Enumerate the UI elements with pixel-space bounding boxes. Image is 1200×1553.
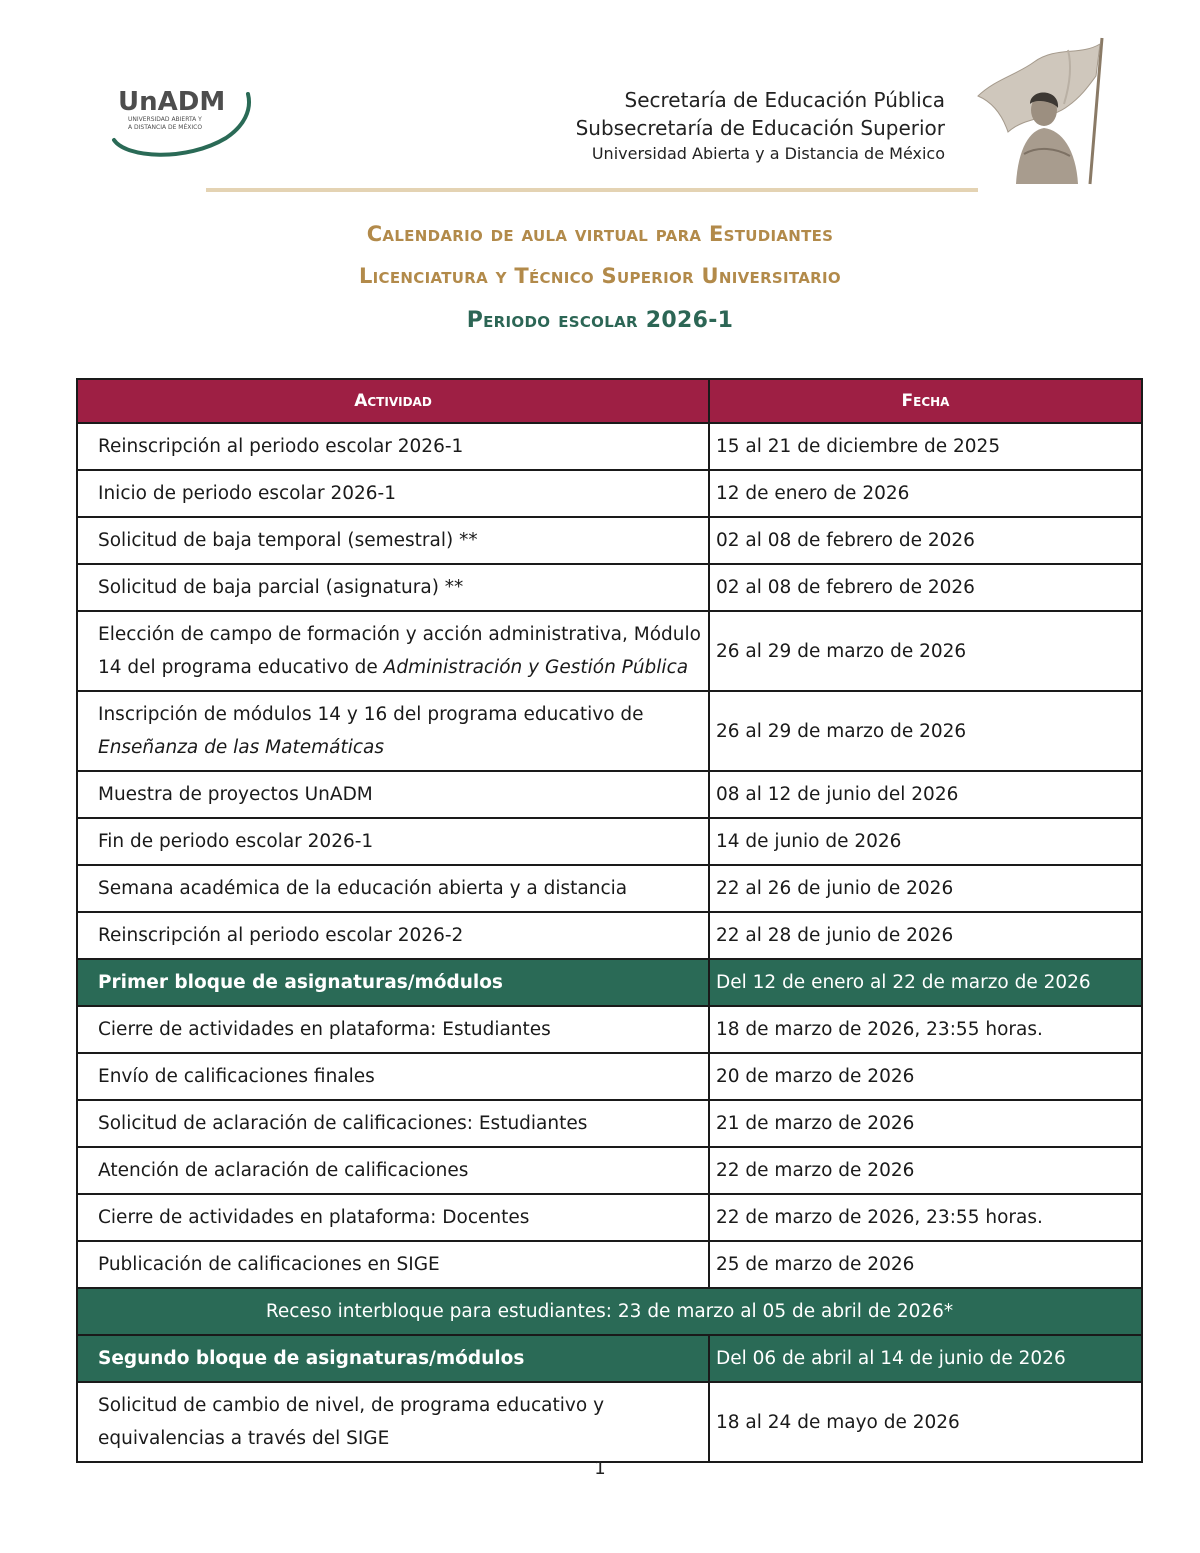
table-row — [77, 865, 1142, 912]
activity-cell: Solicitud de baja parcial (asignatura) ** — [77, 564, 709, 611]
program-name: Enseñanza de las Matemáticas — [98, 737, 384, 758]
block-date: Del 06 de abril al 14 de junio de 2026 — [709, 1335, 1142, 1382]
table-row — [77, 470, 1142, 517]
table-row — [77, 691, 1142, 771]
date-cell: 20 de marzo de 2026 — [709, 1053, 1142, 1100]
title-line-2: Licenciatura y Técnico Superior Universitario — [359, 264, 841, 288]
date-cell: 22 al 26 de junio de 2026 — [709, 865, 1142, 912]
table-row — [77, 1241, 1142, 1288]
page-number: 1 — [594, 1458, 606, 1479]
table-row — [77, 1006, 1142, 1053]
title-line-1: Calendario de aula virtual para Estudiantes — [366, 222, 834, 246]
table-row — [77, 564, 1142, 611]
table-row — [77, 1053, 1142, 1100]
date-cell: 12 de enero de 2026 — [709, 470, 1142, 517]
logo-subtext-1: UNIVERSIDAD ABIERTA Y — [128, 116, 202, 123]
table-row — [77, 611, 1142, 691]
activity-cell: Reinscripción al periodo escolar 2026-2 — [77, 912, 709, 959]
activity-cell: Atención de aclaración de calificaciones — [77, 1147, 709, 1194]
table-row — [77, 771, 1142, 818]
date-cell: 15 al 21 de diciembre de 2025 — [709, 423, 1142, 470]
date-cell: 22 al 28 de junio de 2026 — [709, 912, 1142, 959]
date-cell: 02 al 08 de febrero de 2026 — [709, 564, 1142, 611]
table-header-row — [77, 379, 1142, 423]
date-cell: 25 de marzo de 2026 — [709, 1241, 1142, 1288]
recess-text: Receso interbloque para estudiantes: 23 de marzo al 05 de abril de 2026* — [77, 1288, 1142, 1335]
activity-cell — [77, 691, 709, 771]
block-label: Primer bloque de asignaturas/módulos — [77, 959, 709, 1006]
activity-cell: Reinscripción al periodo escolar 2026-1 — [77, 423, 709, 470]
block-label: Segundo bloque de asignaturas/módulos — [77, 1335, 709, 1382]
date-cell: 26 al 29 de marzo de 2026 — [709, 691, 1142, 771]
activity-cell: Envío de calificaciones finales — [77, 1053, 709, 1100]
table-row — [77, 818, 1142, 865]
date-cell: 18 de marzo de 2026, 23:55 horas. — [709, 1006, 1142, 1053]
table-row — [77, 1147, 1142, 1194]
sep-name: Secretaría de Educación Pública — [624, 88, 945, 112]
date-cell: 26 al 29 de marzo de 2026 — [709, 611, 1142, 691]
activity-text: Inscripción de módulos 14 y 16 del programa educativo de — [98, 704, 644, 725]
title-line-3: Periodo escolar 2026-1 — [466, 308, 734, 333]
table-row — [77, 912, 1142, 959]
date-cell: 21 de marzo de 2026 — [709, 1100, 1142, 1147]
recess-row — [77, 1288, 1142, 1335]
table-row — [77, 1382, 1142, 1462]
block-date: Del 12 de enero al 22 de marzo de 2026 — [709, 959, 1142, 1006]
activity-cell: Fin de periodo escolar 2026-1 — [77, 818, 709, 865]
table-row — [77, 517, 1142, 564]
activity-cell: Semana académica de la educación abierta y a distancia — [77, 865, 709, 912]
activity-cell: Inicio de periodo escolar 2026-1 — [77, 470, 709, 517]
block-row-first — [77, 959, 1142, 1006]
table-row — [77, 1100, 1142, 1147]
activity-cell: Muestra de proyectos UnADM — [77, 771, 709, 818]
column-header-activity: Actividad — [77, 379, 709, 423]
table-row — [77, 423, 1142, 470]
program-name: Administración y Gestión Pública — [383, 657, 689, 678]
activity-cell: Solicitud de baja temporal (semestral) ** — [77, 517, 709, 564]
activity-cell — [77, 611, 709, 691]
institution-block — [555, 86, 945, 166]
activity-cell: Solicitud de aclaración de calificaciones: Estudiantes — [77, 1100, 709, 1147]
activity-cell: Solicitud de cambio de nivel, de programa educativo y equivalencias a través del SIGE — [77, 1382, 709, 1462]
activity-cell: Cierre de actividades en plataforma: Docentes — [77, 1194, 709, 1241]
date-cell: 18 al 24 de mayo de 2026 — [709, 1382, 1142, 1462]
logo-subtext-2: A DISTANCIA DE MÉXICO — [128, 124, 203, 131]
calendar-table — [76, 378, 1143, 1463]
date-cell: 14 de junio de 2026 — [709, 818, 1142, 865]
block-row-second — [77, 1335, 1142, 1382]
date-cell: 08 al 12 de junio del 2026 — [709, 771, 1142, 818]
university-name: Universidad Abierta y a Distancia de México — [591, 144, 945, 163]
header-divider — [206, 188, 978, 192]
unadm-logo — [106, 80, 256, 160]
activity-cell: Publicación de calificaciones en SIGE — [77, 1241, 709, 1288]
activity-text: Elección de campo de formación y acción administrativa, Módulo 14 del programa educativo de — [98, 624, 701, 678]
column-header-date: Fecha — [709, 379, 1142, 423]
date-cell: 22 de marzo de 2026 — [709, 1147, 1142, 1194]
activity-cell: Cierre de actividades en plataforma: Estudiantes — [77, 1006, 709, 1053]
flag-bearer-emblem-icon — [972, 36, 1122, 186]
date-cell: 22 de marzo de 2026, 23:55 horas. — [709, 1194, 1142, 1241]
date-cell: 02 al 08 de febrero de 2026 — [709, 517, 1142, 564]
table-row — [77, 1194, 1142, 1241]
subsecretaria-name: Subsecretaría de Educación Superior — [575, 116, 945, 140]
logo-wordmark: UnADM — [118, 87, 226, 117]
